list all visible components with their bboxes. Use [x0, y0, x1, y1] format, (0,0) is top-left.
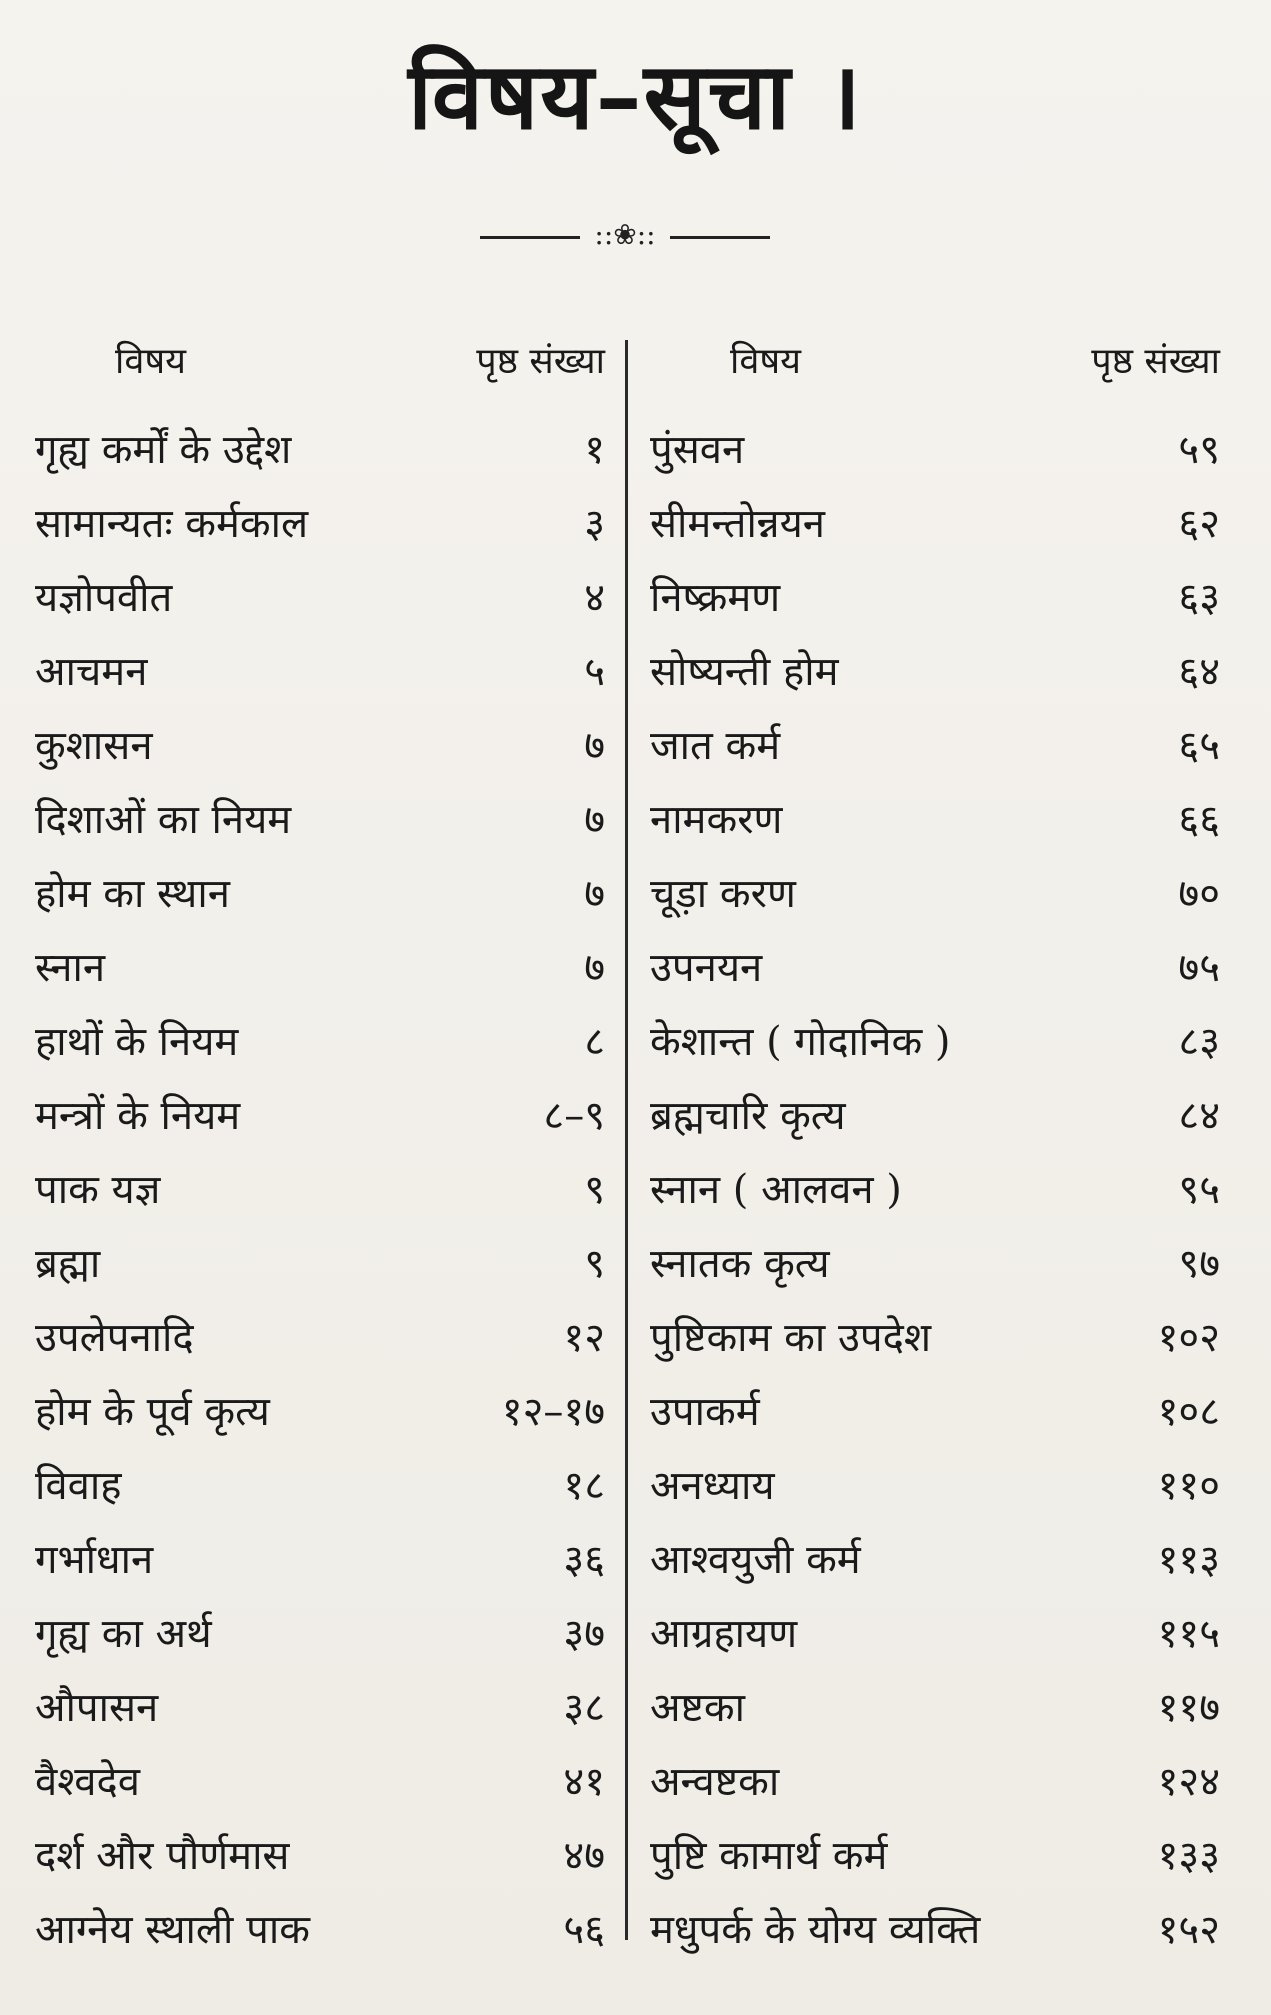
toc-entry-page: ३८	[563, 1685, 605, 1731]
toc-entry-page: ५९	[1178, 427, 1220, 473]
toc-entry-subject: सामान्यतः कर्मकाल	[35, 501, 309, 547]
toc-entry-subject: दर्श और पौर्णमास	[35, 1833, 290, 1879]
toc-entry-subject: निष्क्रमण	[650, 575, 781, 621]
toc-entry	[650, 1604, 1220, 1678]
toc-entry	[650, 1308, 1220, 1382]
toc-entry	[650, 790, 1220, 864]
toc-entry	[35, 1234, 605, 1308]
toc-column-left	[35, 335, 605, 1974]
toc-entry-page: ७	[584, 945, 605, 991]
header-subject: विषय	[730, 341, 802, 382]
column-header	[35, 335, 605, 395]
toc-entry	[650, 1234, 1220, 1308]
toc-entry	[650, 1826, 1220, 1900]
toc-entry-page: १२	[563, 1315, 605, 1361]
header-page-number: पृष्ठ संख्या	[476, 341, 605, 382]
toc-entry-subject: गृह्य का अर्थ	[35, 1611, 212, 1657]
toc-entry	[35, 1752, 605, 1826]
toc-entry-page: १२–१७	[501, 1389, 605, 1435]
toc-entry-subject: गर्भाधान	[35, 1537, 154, 1583]
toc-entry-page: ७५	[1178, 945, 1220, 991]
toc-entry	[35, 642, 605, 716]
toc-entry	[35, 1530, 605, 1604]
toc-entry-page: ९	[584, 1167, 605, 1213]
toc-entry-page: ४१	[563, 1759, 605, 1805]
toc-entry-subject: गृह्य कर्मों के उद्देश	[35, 427, 292, 473]
toc-entry	[35, 790, 605, 864]
toc-entry-subject: आश्वयुजी कर्म	[650, 1537, 861, 1583]
toc-entry	[650, 642, 1220, 716]
ornament-line-right	[670, 236, 770, 239]
toc-entry	[35, 1160, 605, 1234]
toc-entry-page: १३३	[1157, 1833, 1220, 1879]
toc-entry	[35, 938, 605, 1012]
toc-entry-subject: मधुपर्क के योग्य व्यक्ति	[650, 1907, 981, 1953]
toc-entry-page: ६५	[1178, 723, 1220, 769]
toc-entry-page: ४	[584, 575, 605, 621]
toc-entry	[650, 864, 1220, 938]
toc-entry-subject: आचमन	[35, 649, 148, 695]
toc-entry-subject: अष्टका	[650, 1685, 745, 1731]
toc-entry	[650, 1530, 1220, 1604]
toc-entry-subject: उपनयन	[650, 945, 763, 991]
toc-entry	[650, 1160, 1220, 1234]
toc-entry-subject: पुष्टिकाम का उपदेश	[650, 1315, 932, 1361]
toc-entry-page: १८	[563, 1463, 605, 1509]
toc-entry	[35, 420, 605, 494]
toc-entry-page: १०८	[1157, 1389, 1220, 1435]
toc-entry-subject: चूड़ा करण	[650, 871, 796, 917]
toc-entry-subject: यज्ञोपवीत	[35, 575, 173, 621]
toc-entry-subject: पाक यज्ञ	[35, 1167, 161, 1213]
toc-entry-page: १०२	[1157, 1315, 1220, 1361]
ornament-divider	[480, 218, 770, 252]
toc-entry-subject: स्नातक कृत्य	[650, 1241, 830, 1287]
toc-entry-subject: सीमन्तोन्नयन	[650, 501, 825, 547]
toc-entry-subject: ब्रह्मा	[35, 1241, 101, 1287]
toc-entry-page: ८	[584, 1019, 605, 1065]
toc-entry-page: ९५	[1178, 1167, 1220, 1213]
toc-entry-subject: उपलेपनादि	[35, 1315, 194, 1361]
toc-entry-subject: दिशाओं का नियम	[35, 797, 292, 843]
toc-entry-page: ५	[584, 649, 605, 695]
toc-entry-subject: औपासन	[35, 1685, 159, 1731]
toc-entry-subject: होम के पूर्व कृत्य	[35, 1389, 270, 1435]
toc-entry	[35, 1086, 605, 1160]
header-subject: विषय	[115, 341, 187, 382]
header-page-number: पृष्ठ संख्या	[1091, 341, 1220, 382]
toc-entry-page: ७०	[1178, 871, 1220, 917]
ornament-line-left	[480, 236, 580, 239]
toc-entry	[650, 568, 1220, 642]
toc-entry	[650, 938, 1220, 1012]
toc-entry-page: ११३	[1157, 1537, 1220, 1583]
toc-entry-page: ९	[584, 1241, 605, 1287]
toc-entry-subject: हाथों के नियम	[35, 1019, 239, 1065]
toc-rows	[35, 420, 605, 1974]
toc-entry-page: ११७	[1157, 1685, 1220, 1731]
toc-entry	[35, 1826, 605, 1900]
toc-entry-page: ७	[584, 871, 605, 917]
toc-entry-page: ११०	[1157, 1463, 1220, 1509]
column-divider	[625, 340, 628, 1940]
flower-ornament-icon: ::❀::	[594, 218, 656, 251]
toc-entry-subject: ब्रह्मचारि कृत्य	[650, 1093, 846, 1139]
toc-entry-subject: पुंसवन	[650, 427, 745, 473]
toc-entry-page: १५२	[1157, 1907, 1220, 1953]
toc-entry-page: ९७	[1178, 1241, 1220, 1287]
toc-entry-page: ७	[584, 797, 605, 843]
toc-entry-subject: आग्नेय स्थाली पाक	[35, 1907, 310, 1953]
toc-entry-subject: स्नान	[35, 945, 106, 991]
toc-entry-page: १	[584, 427, 605, 473]
toc-entry-subject: स्नान ( आलवन )	[650, 1167, 902, 1213]
toc-entry-subject: केशान्त ( गोदानिक )	[650, 1019, 951, 1065]
toc-entry-subject: नामकरण	[650, 797, 783, 843]
toc-entry-page: ४७	[563, 1833, 605, 1879]
toc-entry-subject: आग्रहायण	[650, 1611, 798, 1657]
toc-entry-subject: सोष्यन्ती होम	[650, 649, 839, 695]
toc-entry-subject: मन्त्रों के नियम	[35, 1093, 241, 1139]
toc-entry	[650, 494, 1220, 568]
toc-entry-page: ३६	[563, 1537, 605, 1583]
toc-entry	[35, 1382, 605, 1456]
toc-entry-subject: वैश्वदेव	[35, 1759, 140, 1805]
toc-entry-page: १२४	[1157, 1759, 1220, 1805]
toc-entry	[650, 1382, 1220, 1456]
toc-entry-subject: उपाकर्म	[650, 1389, 760, 1435]
toc-entry-page: ८–९	[543, 1093, 605, 1139]
toc-entry	[35, 1308, 605, 1382]
toc-entry	[650, 1086, 1220, 1160]
toc-entry	[650, 716, 1220, 790]
toc-entry-page: ८४	[1178, 1093, 1220, 1139]
toc-entry-subject: अन्वष्टका	[650, 1759, 780, 1805]
toc-entry-page: ६३	[1178, 575, 1220, 621]
toc-entry-page: ११५	[1157, 1611, 1220, 1657]
toc-entry	[35, 716, 605, 790]
toc-entry	[35, 1678, 605, 1752]
toc-entry	[650, 1900, 1220, 1974]
toc-entry-subject: कुशासन	[35, 723, 153, 769]
toc-entry	[650, 1678, 1220, 1752]
toc-entry	[35, 864, 605, 938]
toc-entry	[35, 494, 605, 568]
toc-entry	[35, 1900, 605, 1974]
toc-entry	[650, 1752, 1220, 1826]
toc-entry-page: ७	[584, 723, 605, 769]
toc-column-right	[650, 335, 1220, 1974]
toc-entry	[35, 1604, 605, 1678]
toc-entry	[650, 420, 1220, 494]
toc-entry	[35, 1456, 605, 1530]
toc-rows	[650, 420, 1220, 1974]
toc-entry-page: ३७	[563, 1611, 605, 1657]
toc-entry-subject: जात कर्म	[650, 723, 781, 769]
toc-entry	[650, 1456, 1220, 1530]
toc-entry-page: ६२	[1178, 501, 1220, 547]
toc-entry	[35, 1012, 605, 1086]
toc-entry-page: ८३	[1178, 1019, 1220, 1065]
toc-entry-page: ६६	[1178, 797, 1220, 843]
toc-entry	[650, 1012, 1220, 1086]
toc-entry-page: ३	[584, 501, 605, 547]
toc-entry-subject: अनध्याय	[650, 1463, 775, 1509]
page-title: विषय–सूचा ।	[408, 42, 863, 150]
column-header	[650, 335, 1220, 395]
toc-entry-subject: पुष्टि कामार्थ कर्म	[650, 1833, 888, 1879]
toc-entry	[35, 568, 605, 642]
toc-entry-page: ६४	[1178, 649, 1220, 695]
toc-entry-page: ५६	[563, 1907, 605, 1953]
toc-entry-subject: होम का स्थान	[35, 871, 230, 917]
toc-entry-subject: विवाह	[35, 1463, 122, 1509]
